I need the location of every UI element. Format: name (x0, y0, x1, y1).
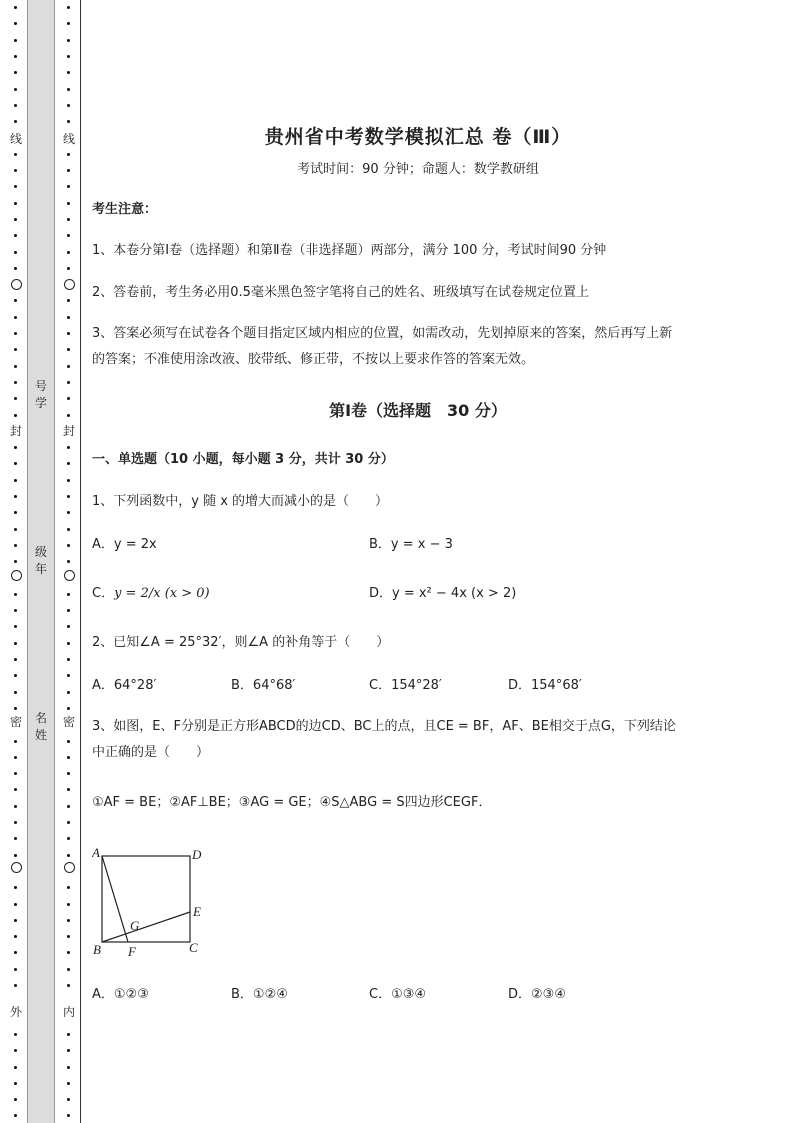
circle-icon (11, 862, 22, 873)
cut-line-dot (14, 805, 17, 808)
circle-icon (64, 862, 75, 873)
cut-line-dot (67, 609, 70, 612)
cut-line-dot (67, 6, 70, 9)
cut-line-dot (67, 593, 70, 596)
cut-line-dot (14, 984, 17, 987)
cut-line-dot (67, 299, 70, 302)
cut-line-dot (14, 788, 17, 791)
cut-line-dot (67, 479, 70, 482)
cut-line-dot (14, 609, 17, 612)
notice-item: 的答案；不准使用涂改液、胶带纸、修正带，不按以上要求作答的答案无效。 (92, 352, 535, 367)
cut-line-dot (14, 6, 17, 9)
cut-line-dot (67, 316, 70, 319)
cut-line-dot (14, 316, 17, 319)
q3-option-d: D．②③④ (508, 987, 566, 1002)
cut-line-dot (14, 202, 17, 205)
label-e: E (193, 904, 201, 919)
cut-line-dot (14, 120, 17, 123)
cut-line-dot (67, 691, 70, 694)
question-2-stem: 2、已知∠A = 25°32′，则∠A 的补角等于（ ） (92, 635, 390, 650)
cut-line-dot (14, 446, 17, 449)
cut-line-dot (67, 267, 70, 270)
cut-line-dot (14, 1049, 17, 1052)
label-b: B (93, 942, 101, 957)
inner-mark-xian: 线 (62, 132, 75, 146)
cut-line-dot (67, 365, 70, 368)
section-title: 第Ⅰ卷（选择题 30 分） (329, 401, 507, 420)
cut-line-dot (67, 984, 70, 987)
cut-line-dot (67, 674, 70, 677)
field-grade: 级年 (34, 545, 47, 576)
cut-line-dot (14, 935, 17, 938)
cut-line-dot (67, 169, 70, 172)
cut-line-dot (67, 1098, 70, 1101)
cut-line-dot (67, 55, 70, 58)
cut-line-dot (14, 365, 17, 368)
cut-line-dot (67, 821, 70, 824)
cut-line-dot (14, 707, 17, 710)
question-1-stem: 1、下列函数中，y 随 x 的增大而减小的是（ ） (92, 494, 389, 509)
cut-line-dot (14, 674, 17, 677)
cut-line-dot (67, 251, 70, 254)
cut-line-dot (67, 544, 70, 547)
cut-line-dot (67, 153, 70, 156)
cut-line-dot (14, 348, 17, 351)
q3-option-a: A．①②③ (92, 987, 149, 1002)
cut-line-dot (14, 1082, 17, 1085)
cut-line-dot (67, 104, 70, 107)
q1-option-d: D．y = x² − 4x (x > 2) (369, 586, 517, 601)
cut-line-dot (14, 919, 17, 922)
q2-option-b: B．64°68′ (231, 678, 296, 693)
cut-line-dot (14, 772, 17, 775)
cut-line-dot (14, 479, 17, 482)
cut-line-dot (67, 120, 70, 123)
cut-line-dot (14, 462, 17, 465)
cut-line-dot (14, 528, 17, 531)
cut-line-dot (14, 951, 17, 954)
cut-line-dot (67, 446, 70, 449)
cut-line-dot (67, 968, 70, 971)
cut-line-dot (14, 740, 17, 743)
cut-line-dot (67, 756, 70, 759)
cut-line-dot (14, 593, 17, 596)
outer-dotted-line (9, 0, 23, 1123)
inner-dotted-line (62, 0, 76, 1123)
circle-icon (11, 279, 22, 290)
cut-line-dot (67, 740, 70, 743)
cut-line-dot (67, 772, 70, 775)
cut-line-dot (14, 55, 17, 58)
cut-line-dot (14, 185, 17, 188)
cut-line-dot (14, 495, 17, 498)
cut-line-dot (14, 22, 17, 25)
cut-line-dot (67, 71, 70, 74)
cut-line-dot (67, 397, 70, 400)
field-student-number: 号学 (34, 379, 47, 410)
cut-line-dot (67, 22, 70, 25)
question-3-stem: 3、如图，E、F分别是正方形ABCD的边CD、BC上的点，且CE = BF，AF、BE相交于点G，下列结论 (92, 719, 676, 734)
cut-line-dot (67, 625, 70, 628)
square-geometry-figure (92, 846, 212, 962)
outer-mark-xian: 线 (9, 132, 22, 146)
q2-option-d: D．154°68′ (508, 678, 582, 693)
cut-line-dot (14, 71, 17, 74)
q3-option-c: C．①③④ (369, 987, 427, 1002)
label-c: C (189, 940, 198, 955)
cut-line-dot (67, 788, 70, 791)
cut-line-dot (67, 528, 70, 531)
cut-line-dot (67, 202, 70, 205)
part-heading: 一、单选题（10 小题，每小题 3 分，共计 30 分） (92, 452, 394, 467)
cut-line-dot (14, 267, 17, 270)
cut-line-dot (67, 1066, 70, 1069)
cut-line-dot (14, 299, 17, 302)
cut-line-dot (67, 495, 70, 498)
cut-line-dot (14, 821, 17, 824)
cut-line-dot (14, 625, 17, 628)
cut-line-dot (67, 854, 70, 857)
cut-line-dot (67, 886, 70, 889)
outer-mark-feng: 封 (9, 424, 22, 438)
cut-line-dot (14, 886, 17, 889)
cut-line-dot (67, 381, 70, 384)
cut-line-dot (14, 397, 17, 400)
q3-option-b: B．①②④ (231, 987, 288, 1002)
field-name: 名姓 (34, 711, 47, 742)
cut-line-dot (14, 88, 17, 91)
page-title: 贵州省中考数学模拟汇总 卷（Ⅲ） (264, 126, 572, 148)
question-3-conclusions: ①AF = BE；②AF⊥BE；③AG = GE；④S△ABG = S四边形CEGF． (92, 795, 492, 810)
q1-option-c-label: C． (92, 586, 115, 601)
cut-line-dot (67, 560, 70, 563)
cut-line-dot (67, 39, 70, 42)
circle-icon (64, 279, 75, 290)
cut-line-dot (67, 837, 70, 840)
cut-line-dot (14, 234, 17, 237)
cut-line-dot (67, 805, 70, 808)
margin-rule (80, 0, 81, 1123)
cut-line-dot (14, 332, 17, 335)
inner-mark-nei: 内 (62, 1005, 75, 1019)
cut-line-dot (67, 1049, 70, 1052)
notice-item: 3、答案必须写在试卷各个题目指定区域内相应的位置，如需改动，先划掉原来的答案，然后再写上新 (92, 326, 673, 341)
cut-line-dot (14, 169, 17, 172)
label-d: D (192, 847, 202, 862)
label-a: A (92, 846, 100, 860)
cut-line-dot (14, 903, 17, 906)
cut-line-dot (14, 1114, 17, 1117)
q1-option-c-expr: y = 2/x (x > 0) (114, 586, 210, 601)
cut-line-dot (67, 951, 70, 954)
cut-line-dot (14, 658, 17, 661)
cut-line-dot (14, 691, 17, 694)
cut-line-dot (14, 1033, 17, 1036)
inner-mark-mi: 密 (62, 715, 75, 729)
circle-icon (64, 570, 75, 581)
cut-line-dot (14, 837, 17, 840)
binding-margin (0, 0, 82, 1123)
cut-line-dot (67, 511, 70, 514)
q2-option-a: A．64°28′ (92, 678, 157, 693)
q1-option-a: A．y = 2x (92, 537, 157, 552)
cut-line-dot (67, 88, 70, 91)
label-g: G (130, 918, 140, 933)
cut-line-dot (67, 332, 70, 335)
circle-icon (11, 570, 22, 581)
cut-line-dot (14, 854, 17, 857)
cut-line-dot (14, 511, 17, 514)
cut-line-dot (14, 642, 17, 645)
cut-line-dot (14, 756, 17, 759)
cut-line-dot (67, 234, 70, 237)
inner-mark-feng: 封 (62, 424, 75, 438)
notice-item: 1、本卷分第Ⅰ卷（选择题）和第Ⅱ卷（非选择题）两部分，满分 100 分，考试时间90 分钟 (92, 243, 607, 258)
cut-line-dot (67, 935, 70, 938)
cut-line-dot (67, 642, 70, 645)
segment-af (102, 856, 128, 942)
notice-heading: 考生注意： (92, 202, 158, 217)
cut-line-dot (14, 560, 17, 563)
cut-line-dot (14, 968, 17, 971)
cut-line-dot (14, 414, 17, 417)
cut-line-dot (67, 919, 70, 922)
cut-line-dot (67, 414, 70, 417)
cut-line-dot (14, 251, 17, 254)
outer-mark-mi: 密 (9, 715, 22, 729)
cut-line-dot (14, 104, 17, 107)
q1-option-c (92, 584, 210, 604)
cut-line-dot (67, 185, 70, 188)
cut-line-dot (14, 153, 17, 156)
cut-line-dot (67, 1114, 70, 1117)
cut-line-dot (14, 39, 17, 42)
cut-line-dot (14, 218, 17, 221)
cut-line-dot (14, 381, 17, 384)
exam-info: 考试时间：90 分钟；命题人：数学教研组 (297, 162, 539, 177)
q1-option-b: B．y = x − 3 (369, 537, 453, 552)
cut-line-dot (67, 348, 70, 351)
cut-line-dot (14, 1098, 17, 1101)
cut-line-dot (67, 903, 70, 906)
cut-line-dot (67, 658, 70, 661)
label-f: F (128, 944, 136, 959)
q2-option-c: C．154°28′ (369, 678, 442, 693)
cut-line-dot (67, 462, 70, 465)
notice-item: 2、答卷前，考生务必用0.5毫米黑色签字笔将自己的姓名、班级填写在试卷规定位置上 (92, 285, 589, 300)
cut-line-dot (67, 707, 70, 710)
question-3-stem-cont: 中正确的是（ ） (92, 745, 210, 760)
cut-line-dot (67, 1082, 70, 1085)
cut-line-dot (67, 218, 70, 221)
cut-line-dot (67, 1033, 70, 1036)
cut-line-dot (14, 1066, 17, 1069)
cut-line-dot (14, 544, 17, 547)
outer-mark-wai: 外 (9, 1005, 22, 1019)
segment-be (102, 912, 190, 942)
